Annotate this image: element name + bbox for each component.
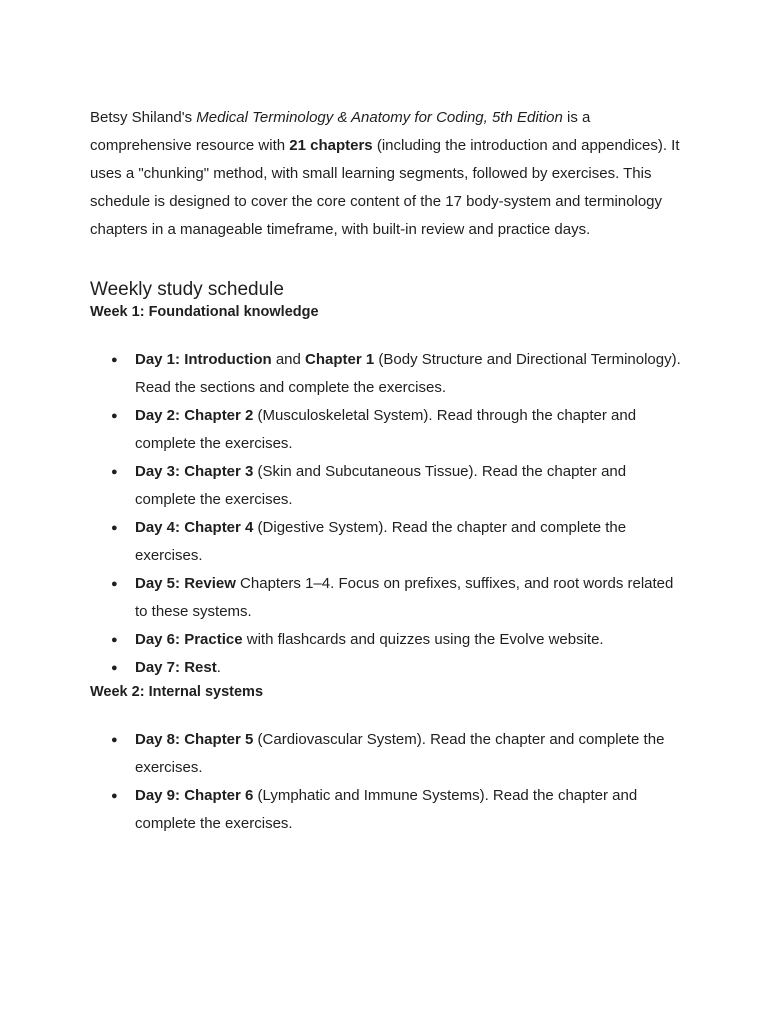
day-text: (Body Structure and Directional Terminology). Read the sections and complete the exercises. xyxy=(135,351,681,396)
day-lead: Day 6: Practice xyxy=(135,631,243,648)
day-mid: and xyxy=(271,351,306,368)
bullet-icon: ● xyxy=(111,410,118,422)
list-item-day-4 xyxy=(111,514,690,570)
day-text: Chapters 1–4. Focus on prefixes, suffixes, and root words related to these systems. xyxy=(135,575,674,620)
list-item-day-1 xyxy=(111,346,690,402)
list-item-day-8 xyxy=(111,726,690,782)
schedule-heading: Weekly study schedule xyxy=(90,279,284,300)
list-item-day-2 xyxy=(111,402,690,458)
intro-author: Betsy Shiland's xyxy=(90,109,197,126)
bullet-icon: ● xyxy=(111,354,118,366)
list-item-day-9 xyxy=(111,782,690,838)
week-1-heading: Week 1: Foundational knowledge xyxy=(90,304,319,320)
intro-text-b: (including the introduction and appendices). It uses a "chunking" method, with small learning segments, followed by exercises. This schedule is designed to cover the core content of the 17 body-system and terminology chapters in a manageable timeframe, with built-in review and practice days. xyxy=(90,137,680,238)
document-page xyxy=(90,104,690,838)
chapters-count: 21 chapters xyxy=(289,137,373,154)
bullet-icon: ● xyxy=(111,662,118,674)
day-lead-2: Chapter 1 xyxy=(305,351,375,368)
bullet-icon: ● xyxy=(111,522,118,534)
day-text: with flashcards and quizzes using the Evolve website. xyxy=(242,631,604,648)
list-item-day-7 xyxy=(111,654,690,682)
day-text: (Musculoskeletal System). Read through the chapter and complete the exercises. xyxy=(135,407,637,452)
week-1-day-list xyxy=(90,346,690,682)
day-lead: Day 4: Chapter 4 xyxy=(135,519,254,536)
week-2-day-list xyxy=(90,726,690,838)
day-lead: Day 2: Chapter 2 xyxy=(135,407,254,424)
day-text: (Cardiovascular System). Read the chapter and complete the exercises. xyxy=(135,731,665,776)
day-lead: Day 3: Chapter 3 xyxy=(135,463,254,480)
list-item-day-6 xyxy=(111,626,690,654)
day-text: (Skin and Subcutaneous Tissue). Read the chapter and complete the exercises. xyxy=(135,463,627,508)
day-text: (Lymphatic and Immune Systems). Read the chapter and complete the exercises. xyxy=(135,787,638,832)
intro-text-a: is a comprehensive resource with xyxy=(90,109,591,154)
book-title: Medical Terminology & Anatomy for Coding, 5th Edition xyxy=(196,109,563,126)
day-text: (Digestive System). Read the chapter and complete the exercises. xyxy=(135,519,627,564)
day-lead: Day 5: Review xyxy=(135,575,236,592)
bullet-icon: ● xyxy=(111,790,118,802)
bullet-icon: ● xyxy=(111,466,118,478)
bullet-icon: ● xyxy=(111,634,118,646)
bullet-icon: ● xyxy=(111,578,118,590)
day-lead: Day 8: Chapter 5 xyxy=(135,731,254,748)
day-text: . xyxy=(216,659,221,676)
day-lead: Day 1: Introduction xyxy=(135,351,272,368)
intro-paragraph xyxy=(90,104,690,244)
week-2-heading: Week 2: Internal systems xyxy=(90,684,264,700)
list-item-day-3 xyxy=(111,458,690,514)
day-lead: Day 7: Rest xyxy=(135,659,217,676)
bullet-icon: ● xyxy=(111,734,118,746)
day-lead: Day 9: Chapter 6 xyxy=(135,787,254,804)
list-item-day-5 xyxy=(111,570,690,626)
